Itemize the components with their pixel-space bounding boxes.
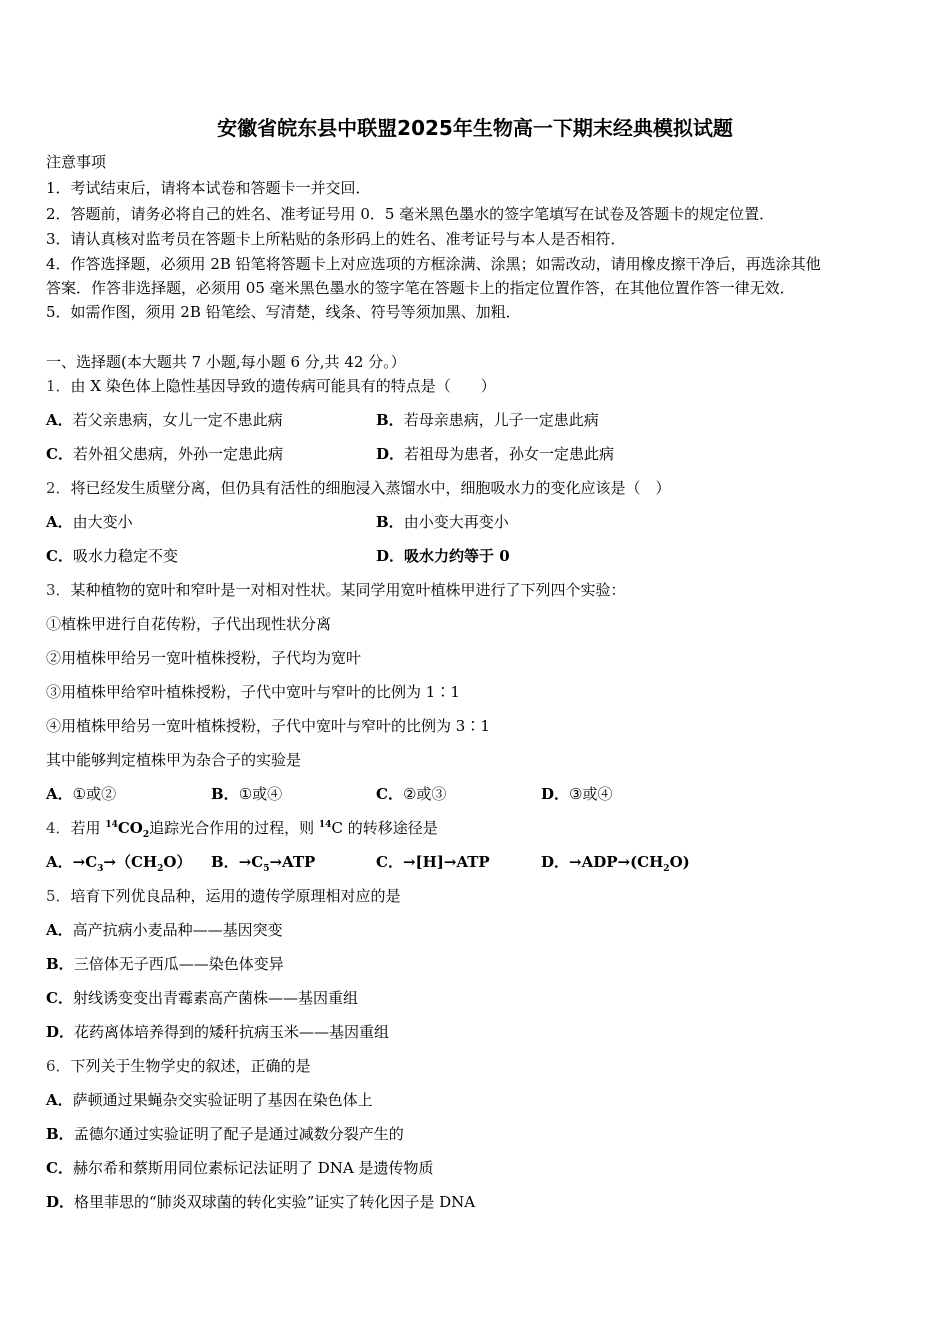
- question-4: 4．若用 $^{14}CO_2$追踪光合作用的过程，则 $^{14}$C 的转移途径是: [46, 819, 438, 840]
- option-d: D．吸水力约等于 0: [376, 547, 510, 565]
- exam-title: 安徽省皖东县中联盟2025年生物高一下期末经典模拟试题: [217, 116, 733, 140]
- experiment-1: ①植株甲进行自花传粉，子代出现性状分离: [46, 615, 332, 633]
- experiment-2: ②用植株甲给另一宽叶植株授粉，子代均为宽叶: [46, 649, 362, 667]
- question-2: [46, 478, 671, 498]
- question-number: 3．: [46, 581, 71, 599]
- option-c: C．→[H]→ATP: [376, 853, 490, 871]
- question-5: [46, 886, 401, 906]
- option-a: A．①或②: [46, 785, 117, 803]
- option-d: D．③或④: [541, 785, 613, 803]
- question-stem: 下列关于生物学史的叙述，正确的是: [70, 1057, 311, 1075]
- option-b: B．孟德尔通过实验证明了配子是通过减数分裂产生的: [46, 1125, 404, 1143]
- option-c: C．若外祖父患病，外孙一定患此病: [46, 445, 283, 463]
- option-d: D．$\to ADP\to(CH_2O)$: [541, 853, 690, 874]
- notice-heading: 注意事项: [46, 153, 107, 171]
- option-d: D．花药离体培养得到的矮秆抗病玉米——基因重组: [46, 1023, 390, 1041]
- option-b: B．$\to C_5\to ATP$: [211, 853, 316, 874]
- option-c: C．赫尔希和蔡斯用同位素标记法证明了 DNA 是遗传物质: [46, 1159, 434, 1177]
- option-c: C．吸水力稳定不变: [46, 547, 178, 565]
- section-heading: 一、选择题(本大题共 7 小题,每小题 6 分,共 42 分。）: [46, 353, 406, 371]
- option-a: A．$\to C_3\to(CH_2O)$: [46, 853, 192, 874]
- question-stem: 培育下列优良品种，运用的遗传学原理相对应的是: [70, 887, 401, 905]
- option-b: B．由小变大再变小: [376, 513, 509, 531]
- option-a: A．高产抗病小麦品种——基因突变: [46, 921, 283, 939]
- question-number: 6．: [46, 1057, 71, 1075]
- option-c: C．射线诱变变出青霉素高产菌株——基因重组: [46, 989, 358, 1007]
- question-number: 1．: [46, 377, 71, 395]
- question-6: [46, 1056, 311, 1076]
- question-number: 5．: [46, 887, 71, 905]
- question-stem: 某种植物的宽叶和窄叶是一对相对性状。某同学用宽叶植株甲进行了下列四个实验：: [70, 581, 626, 599]
- notice-item-4-cont: 答案．作答非选择题，必须用 05 毫米黑色墨水的签字笔在答题卡上的指定位置作答，在其他位置作答一律无效．: [46, 279, 795, 297]
- question-3: [46, 580, 626, 600]
- notice-item-1: 1．考试结束后，请将本试卷和答题卡一并交回．: [46, 179, 371, 197]
- option-a: A．萨顿通过果蝇杂交实验证明了基因在染色体上: [46, 1091, 373, 1109]
- notice-item-5: 5．如需作图，须用 2B 铅笔绘、写清楚，线条、符号等须加黑、加粗．: [46, 303, 521, 321]
- notice-item-3: 3．请认真核对监考员在答题卡上所粘贴的条形码上的姓名、准考证号与本人是否相符．: [46, 230, 626, 248]
- question-number: 2．: [46, 479, 71, 497]
- notice-item-2: 2．答题前，请务必将自己的姓名、准考证号用 0．5 毫米黑色墨水的签字笔填写在试卷及答题卡的规定位置．: [46, 205, 775, 223]
- option-b: B．①或④: [211, 785, 283, 803]
- notice-item-4: 4．作答选择题，必须用 2B 铅笔将答题卡上对应选项的方框涂满、涂黑；如需改动，请用橡皮擦干净后，再选涂其他: [46, 255, 821, 273]
- question-stem: 由 X 染色体上隐性基因导致的遗传病可能具有的特点是（ ）: [70, 377, 496, 395]
- experiment-4: ④用植株甲给另一宽叶植株授粉，子代中宽叶与窄叶的比例为 3∶1: [46, 717, 490, 735]
- option-d: D．格里菲思的“肺炎双球菌的转化实验”证实了转化因子是 DNA: [46, 1193, 476, 1211]
- question-stem: 将已经发生质壁分离，但仍具有活性的细胞浸入蒸馏水中，细胞吸水力的变化应该是（ ）: [70, 479, 671, 497]
- option-a: A．由大变小: [46, 513, 133, 531]
- option-a: A．若父亲患病，女儿一定不患此病: [46, 411, 283, 429]
- question-3-ask: 其中能够判定植株甲为杂合子的实验是: [46, 751, 302, 769]
- option-b: B．若母亲患病，儿子一定患此病: [376, 411, 599, 429]
- experiment-3: ③用植株甲给窄叶植株授粉，子代中宽叶与窄叶的比例为 1∶1: [46, 683, 460, 701]
- option-b: B．三倍体无子西瓜——染色体变异: [46, 955, 284, 973]
- option-c: C．②或③: [376, 785, 447, 803]
- question-number: 4．: [46, 819, 71, 837]
- option-d: D．若祖母为患者，孙女一定患此病: [376, 445, 615, 463]
- question-1: [46, 376, 496, 396]
